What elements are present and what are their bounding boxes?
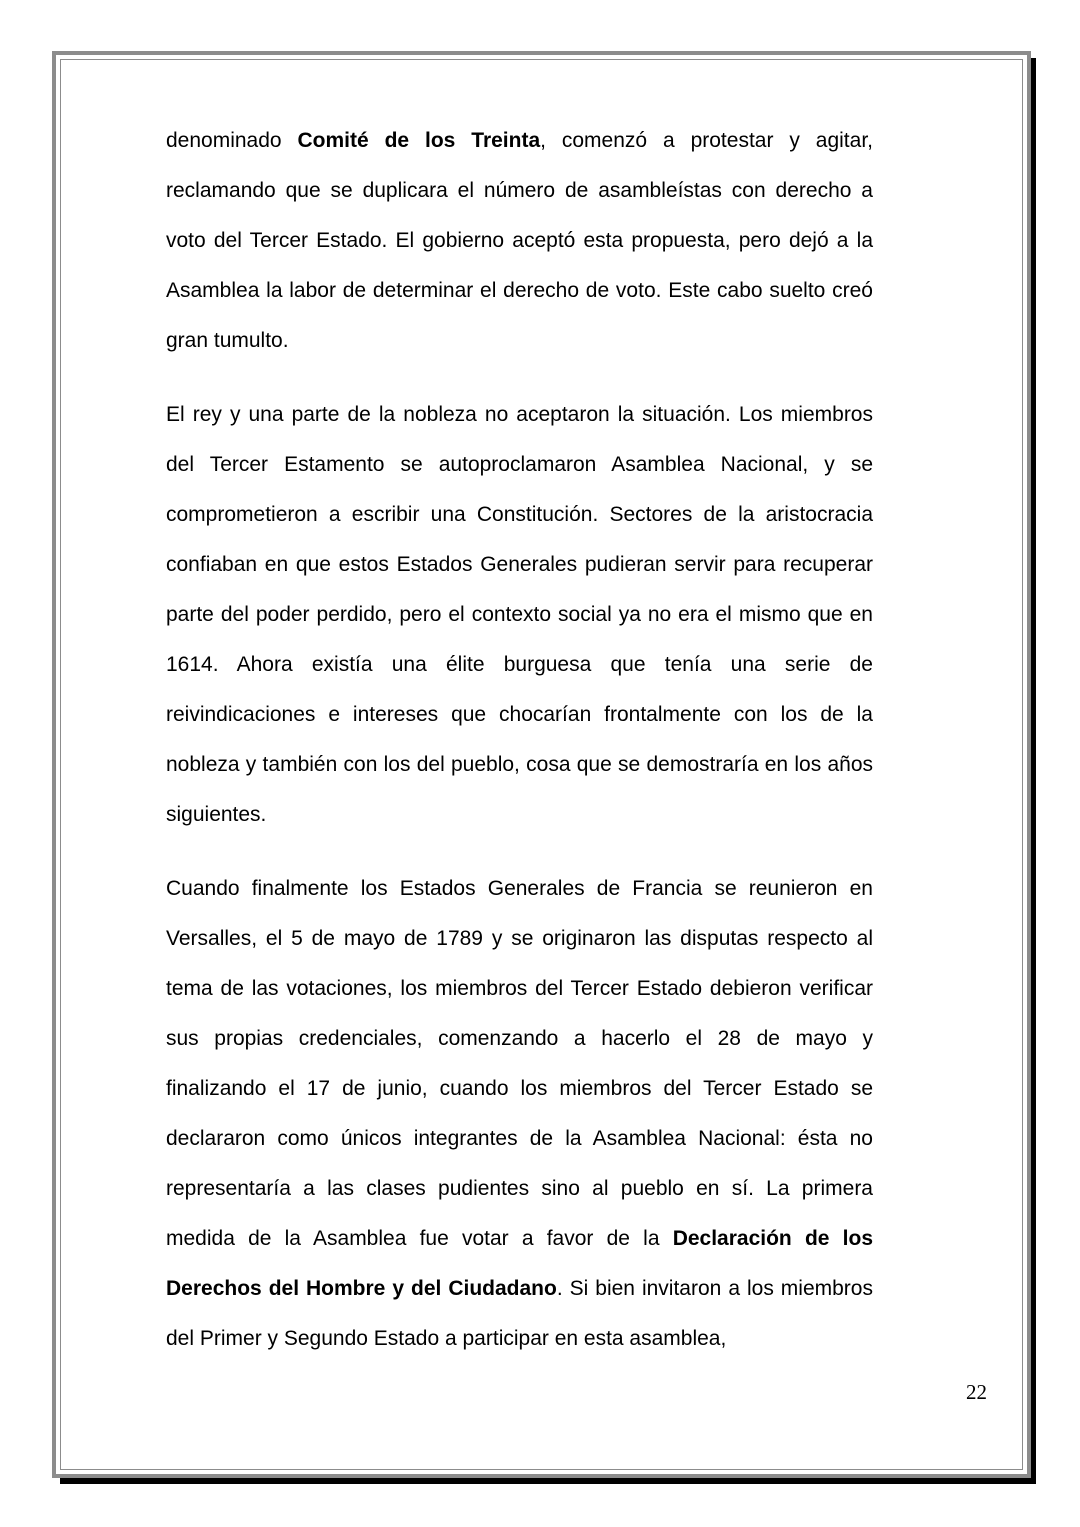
paragraph-2 <box>166 390 873 840</box>
bold-term-declaracion: Declaración de los Derechos del Hombre y del Ciudadano <box>166 1227 873 1300</box>
paragraph-text: . Si bien invitaron a los miembros del Primer y Segundo Estado a participar en esta asamblea, <box>166 1277 873 1350</box>
document-body <box>166 116 873 1388</box>
paragraph-text: Cuando finalmente los Estados Generales de Francia se reunieron en Versalles, el 5 de mayo de 1789 y se originaron las disputas respecto al tema de las votaciones, los miembros del Tercer Estado debieron verificar sus propias credenciales, comenzando a hacerlo el 28 de mayo y finalizando el 17 de junio, cuando los miembros del Tercer Estado se declararon como únicos integrantes de la Asamblea Nacional: ésta no representaría a las clases pudientes sino al pueblo en sí. La primera medida de la Asamblea fue votar a favor de la <box>166 877 873 1250</box>
paragraph-3 <box>166 864 873 1364</box>
paragraph-1 <box>166 116 873 366</box>
paragraph-text: El rey y una parte de la nobleza no aceptaron la situación. Los miembros del Tercer Estamento se autoproclamaron Asamblea Nacional, y se comprometieron a escribir una Constitución. Sectores de la aristocracia confiaban en que estos Estados Generales pudieran servir para recuperar parte del poder perdido, pero el contexto social ya no era el mismo que en 1614. Ahora existía una élite burguesa que tenía una serie de reivindicaciones e intereses que chocarían frontalmente con los de la nobleza y también con los del pueblo, cosa que se demostraría en los años siguientes. <box>166 403 873 826</box>
bold-term-comite: Comité de los Treinta <box>297 129 541 152</box>
page-number: 22 <box>966 1380 987 1404</box>
paragraph-text: , comenzó a protestar y agitar, reclamando que se duplicara el número de asambleístas con derecho a voto del Tercer Estado. El gobierno aceptó esta propuesta, pero dejó a la Asamblea la labor de determinar el derecho de voto. Este cabo suelto creó gran tumulto. <box>166 129 873 352</box>
paragraph-text: denominado <box>166 129 298 152</box>
